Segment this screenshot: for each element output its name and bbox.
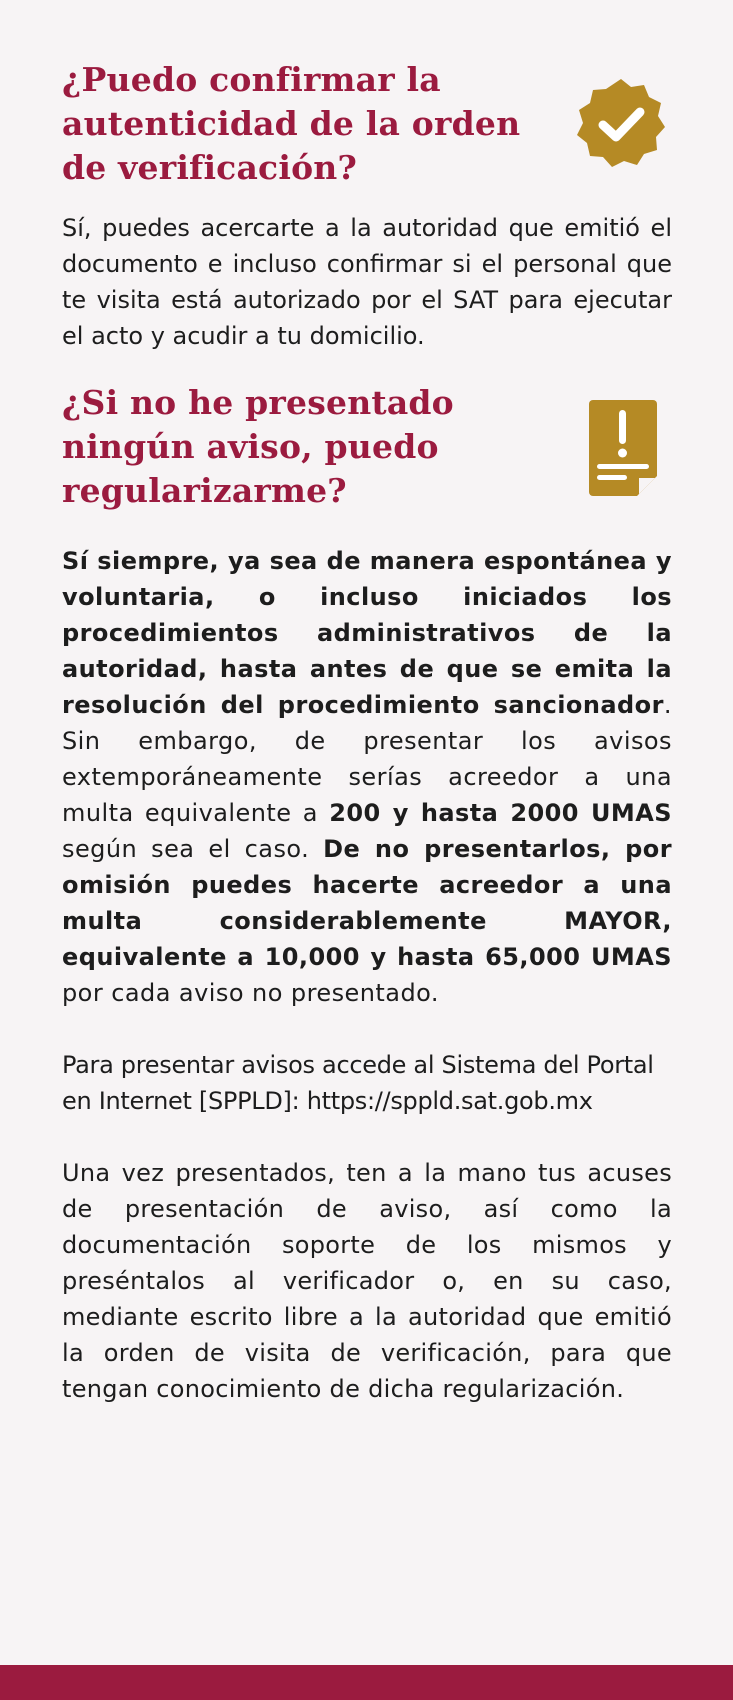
regularization-bold-intro: Sí siempre, ya sea de manera espontánea y voluntaria, o incluso iniciados los procedimientos administrativos de la autoridad, hasta antes de que se emita la resolución del procedimiento sancionador bbox=[62, 547, 672, 719]
bottom-brand-bar bbox=[0, 1665, 733, 1700]
regularization-text-c: por cada aviso no presentado. bbox=[62, 979, 439, 1007]
section-regularization bbox=[62, 381, 672, 1407]
heading-regularization: ¿Si no he presentado ningún aviso, puedo regularizarme? bbox=[62, 383, 454, 510]
acuses-paragraph: Una vez presentados, ten a la mano tus acuses de presentación de aviso, así como la documentación soporte de los mismos y preséntalos al verificador o, en su caso, mediante escrito libre a la autoridad que emitió la orden de visita de verificación, para que tengan conocimiento de dicha regularización. bbox=[62, 1159, 672, 1403]
heading-authenticity: ¿Puedo confirmar la autenticidad de la orden de verificación? bbox=[62, 60, 521, 187]
regularization-text-b: según sea el caso. bbox=[62, 835, 324, 863]
authenticity-paragraph: Sí, puedes acercarte a la autoridad que emitió el documento e incluso confirmar si el personal que te visita está autorizado por el SAT para ejecutar el acto y acudir a tu domicilio. bbox=[62, 214, 672, 350]
heading-row-regularization bbox=[62, 381, 672, 513]
regularization-text-a: . Sin embargo, de presentar los avisos extemporáneamente serías acreedor a una multa equivalente a bbox=[62, 691, 672, 827]
section-authenticity bbox=[62, 58, 672, 354]
regularization-bold-umas: 200 y hasta 2000 UMAS bbox=[329, 799, 672, 827]
regularization-bold-omission: De no presentarlos, por omisión puedes hacerte acreedor a una multa considerablemente MAYOR, equivalente a 10,000 y hasta 65,000 UMAS bbox=[62, 835, 672, 971]
heading-row-authenticity bbox=[62, 58, 672, 190]
verified-badge-icon bbox=[574, 76, 668, 170]
regularization-paragraph bbox=[62, 543, 672, 1011]
document-alert-icon bbox=[589, 400, 657, 496]
portal-paragraph: Para presentar avisos accede al Sistema del Portal en Internet [SPPLD]: https://sppld.sat.gob.mx bbox=[62, 1051, 654, 1115]
